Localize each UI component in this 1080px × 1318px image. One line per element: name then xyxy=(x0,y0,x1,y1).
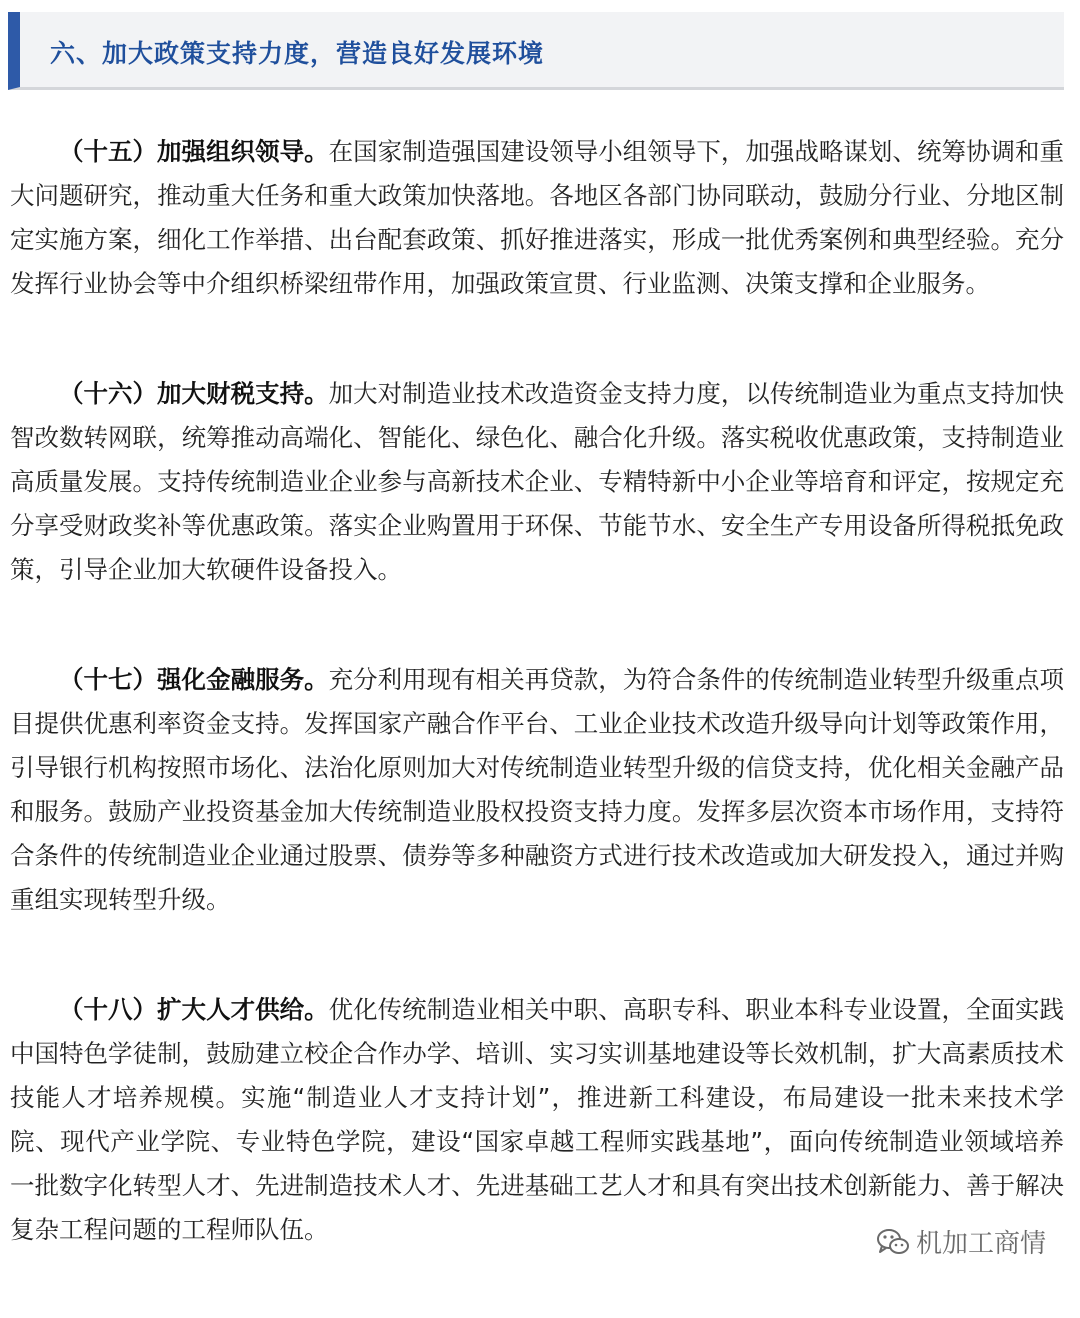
paragraph-15 xyxy=(10,130,1064,306)
paragraph-lead: （十七）强化金融服务。 xyxy=(59,665,329,694)
paragraph-lead: （十六）加大财税支持。 xyxy=(59,379,329,408)
wechat-icon xyxy=(876,1227,910,1257)
section-title: 六、加大政策支持力度，营造良好发展环境 xyxy=(50,39,545,68)
watermark xyxy=(876,1223,1046,1260)
paragraph-text: 加大对制造业技术改造资金支持力度，以传统制造业为重点支持加快智改数转网联，统筹推动高端化、智能化、绿色化、融合化升级。落实税收优惠政策，支持制造业高质量发展。支持传统制造业企业参与高新技术企业、专精特新中小企业等培育和评定，按规定充分享受财政奖补等优惠政策。落实企业购置用于环保、节能节水、安全生产专用设备所得税抵免政策，引导企业加大软硬件设备投入。 xyxy=(10,379,1064,584)
watermark-text: 机加工商情 xyxy=(915,1229,1046,1259)
paragraph-text: 充分利用现有相关再贷款，为符合条件的传统制造业转型升级重点项目提供优惠利率资金支持。发挥国家产融合作平台、工业企业技术改造升级导向计划等政策作用，引导银行机构按照市场化、法治化原则加大对传统制造业转型升级的信贷支持，优化相关金融产品和服务。鼓励产业投资基金加大传统制造业股权投资支持力度。发挥多层次资本市场作用，支持符合条件的传统制造业企业通过股票、债券等多种融资方式进行技术改造或加大研发投入，通过并购重组实现转型升级。 xyxy=(10,665,1064,914)
section-header xyxy=(8,12,1064,90)
article-body xyxy=(10,130,1064,1318)
paragraph-text: 在国家制造强国建设领导小组领导下，加强战略谋划、统筹协调和重大问题研究，推动重大任务和重大政策加快落地。各地区各部门协同联动，鼓励分行业、分地区制定实施方案，细化工作举措、出台配套政策、抓好推进落实，形成一批优秀案例和典型经验。充分发挥行业协会等中介组织桥梁纽带作用，加强政策宣贯、行业监测、决策支撑和企业服务。 xyxy=(10,137,1064,298)
paragraph-17 xyxy=(10,658,1064,922)
paragraph-lead: （十八）扩大人才供给。 xyxy=(59,995,329,1024)
paragraph-18 xyxy=(10,988,1064,1252)
paragraph-text: 优化传统制造业相关中职、高职专科、职业本科专业设置，全面实践中国特色学徒制，鼓励建立校企合作办学、培训、实习实训基地建设等长效机制，扩大高素质技术技能人才培养规模。实施“制造业人才支持计划”，推进新工科建设，布局建设一批未来技术学院、现代产业学院、专业特色学院，建设“国家卓越工程师实践基地”，面向传统制造业领域培养一批数字化转型人才、先进制造技术人才、先进基础工艺人才和具有突出技术创新能力、善于解决复杂工程问题的工程师队伍。 xyxy=(10,995,1064,1244)
paragraph-16 xyxy=(10,372,1064,592)
paragraph-lead: （十五）加强组织领导。 xyxy=(59,137,329,166)
